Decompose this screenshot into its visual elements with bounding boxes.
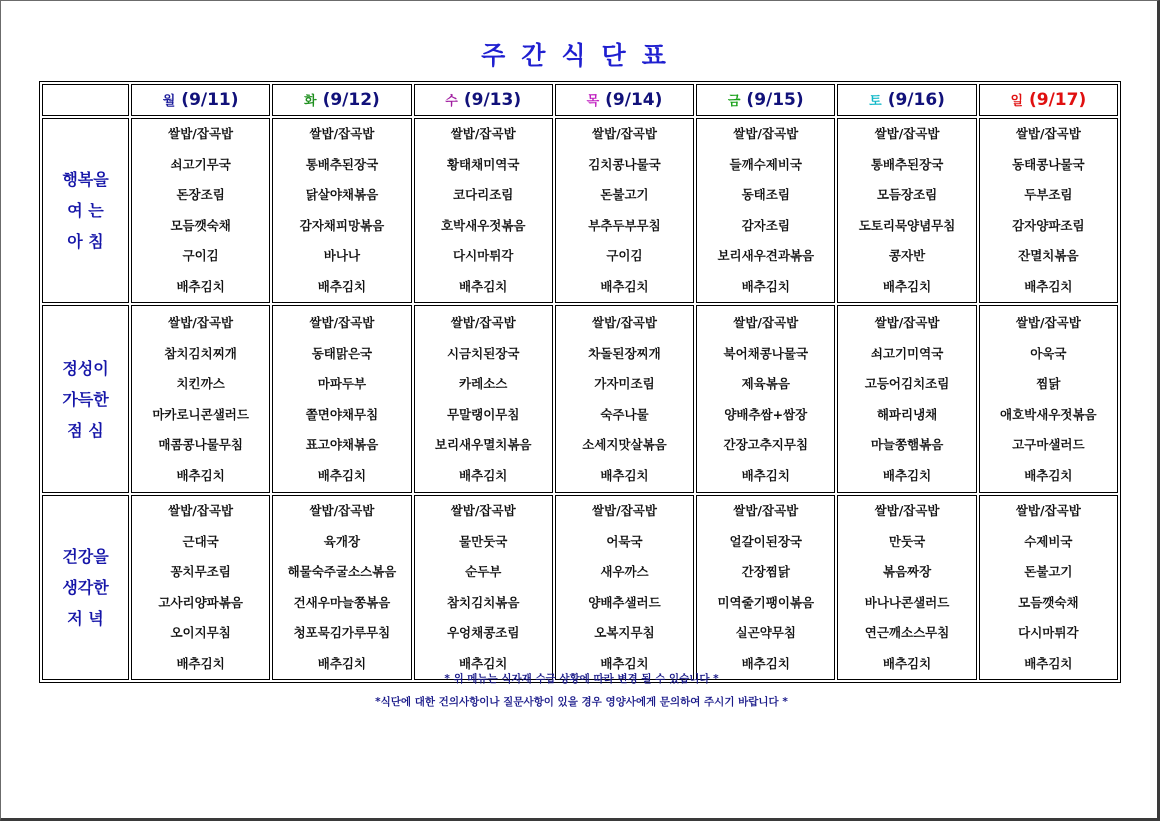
dish-item: 동태콩나물국	[1012, 156, 1085, 172]
dish-item: 쌀밥/잡곡밥	[1015, 126, 1081, 141]
dish-item: 순두부	[465, 564, 502, 579]
dish-item: 코다리조림	[453, 187, 514, 202]
menu-body	[42, 118, 1118, 680]
menu-cell	[837, 305, 976, 493]
dish-item: 참치김치볶음	[446, 594, 520, 610]
dish-item: 다시마튀각	[453, 248, 514, 263]
menu-cell	[696, 495, 835, 680]
dish-item: 바나나	[323, 248, 361, 263]
day-header-sun	[979, 84, 1118, 116]
dish-item: 무말랭이무침	[446, 406, 520, 422]
dish-item: 배추김치	[459, 655, 508, 671]
dish-item: 청포묵김가루무침	[293, 625, 391, 640]
menu-cell	[837, 495, 976, 680]
dish-item: 카레소스	[459, 376, 508, 391]
meal-label-line: 여 는	[67, 201, 104, 220]
dish-item: 쌀밥/잡곡밥	[592, 315, 657, 330]
day-header-mon	[131, 84, 270, 116]
meal-label-dinner	[42, 495, 129, 680]
dish-item: 건새우마늘쫑볶음	[293, 594, 391, 610]
note-inquiry: *식단에 대한 건의사항이나 질문사항이 있을 경우 영양사에게 문의하여 주시기 바랍니다 *	[375, 696, 788, 708]
dish-item: 배추김치	[600, 467, 649, 483]
dish-item: 참치김치찌개	[164, 345, 237, 361]
dish-item: 가자미조림	[594, 376, 655, 391]
dish-item: 모듬깻숙채	[1018, 594, 1079, 610]
dish-item: 쌀밥/잡곡밥	[733, 315, 799, 330]
day-date: (9/17)	[1029, 90, 1087, 110]
day-header-wed	[414, 84, 553, 116]
dish-item: 감자조림	[741, 217, 790, 233]
dish-item: 배추김치	[317, 655, 367, 671]
day-header-tue	[272, 84, 411, 116]
dish-item: 오이지무침	[170, 625, 231, 640]
dish-item: 배추김치	[317, 467, 367, 483]
menu-cell	[837, 118, 976, 303]
meal-label-lunch	[42, 305, 129, 493]
dish-item: 배추김치	[1024, 655, 1073, 671]
dish-item: 쌀밥/잡곡밥	[874, 126, 940, 141]
dish-item: 마늘쫑햄볶음	[870, 437, 944, 452]
menu-cell	[272, 305, 411, 493]
day-header-thu	[555, 84, 694, 116]
page-title: 주간식단표	[481, 41, 682, 70]
dish-item: 배추김치	[882, 467, 932, 483]
dish-item: 만둣국	[888, 533, 926, 549]
dish-item: 콩자반	[888, 248, 926, 263]
dish-item: 고구마샐러드	[1012, 437, 1085, 452]
dish-item: 배추김치	[741, 278, 790, 294]
day-date: (9/16)	[887, 90, 945, 110]
dish-item: 배추김치	[600, 655, 649, 671]
dish-item: 쇠고기미역국	[870, 345, 944, 361]
day-icon: 목	[586, 94, 600, 109]
dish-item: 쫄면야채무침	[305, 406, 379, 422]
dish-item: 오복지무침	[594, 625, 655, 640]
dish-item: 근대국	[182, 533, 219, 549]
dish-item: 물만둣국	[459, 533, 508, 549]
dish-item: 배추김치	[176, 655, 225, 671]
dish-item: 고사리양파볶음	[158, 594, 243, 610]
dish-item: 꽁치무조림	[170, 564, 231, 579]
dish-item: 얼갈이된장국	[729, 533, 802, 549]
dish-item: 표고야채볶음	[305, 437, 379, 452]
dish-item: 쌀밥/잡곡밥	[592, 503, 657, 518]
dish-item: 연근깨소스무침	[864, 625, 950, 640]
dish-item: 쌀밥/잡곡밥	[874, 503, 940, 518]
day-date: (9/13)	[463, 90, 522, 110]
dish-item: 고등어김치조림	[864, 376, 950, 391]
menu-cell	[696, 118, 835, 303]
note-change: * 위 메뉴는 식자재 수급 상황에 따라 변경 될 수 있습니다 *	[444, 673, 719, 685]
dish-item: 바나나콘샐러드	[864, 594, 950, 610]
dish-item: 육개장	[323, 533, 361, 549]
meal-row-dinner	[42, 495, 1118, 680]
meal-row-breakfast	[42, 118, 1118, 303]
menu-cell	[555, 495, 694, 680]
dish-item: 쇠고기무국	[170, 156, 231, 172]
dish-item: 간장고추지무침	[723, 437, 809, 452]
day-icon: 일	[1010, 94, 1023, 109]
header-row	[42, 84, 1118, 116]
dish-item: 배추김치	[1024, 278, 1073, 294]
dish-item: 제육볶음	[741, 376, 790, 391]
menu-cell	[414, 118, 553, 303]
dish-item: 배추김치	[317, 278, 367, 294]
dish-item: 감자채피망볶음	[299, 217, 385, 233]
menu-cell	[555, 305, 694, 493]
corner-cell	[42, 84, 129, 116]
dish-item: 통배추된장국	[870, 156, 944, 172]
dish-item: 배추김치	[741, 467, 790, 483]
dish-item: 쌀밥/잡곡밥	[309, 315, 375, 330]
dish-item: 우엉채콩조림	[446, 625, 520, 640]
day-date: (9/14)	[605, 90, 663, 110]
dish-item: 보리새우멸치볶음	[434, 437, 532, 452]
meal-label-breakfast	[42, 118, 129, 303]
dish-item: 실곤약무침	[735, 625, 796, 640]
dish-item: 동태맑은국	[311, 345, 373, 361]
dish-item: 황태채미역국	[446, 156, 520, 172]
dish-item: 배추김치	[459, 467, 508, 483]
menu-cell	[414, 495, 553, 680]
meal-label-line: 점 심	[67, 420, 104, 440]
dish-item: 쌀밥/잡곡밥	[592, 126, 657, 141]
dish-item: 배추김치	[1024, 467, 1073, 483]
dish-item: 애호박새우젓볶음	[1000, 406, 1097, 422]
day-icon: 토	[869, 94, 882, 109]
dish-item: 소세지맛살볶음	[582, 437, 667, 452]
day-header-fri	[696, 84, 835, 116]
dish-item: 배추김치	[882, 655, 932, 671]
dish-item: 양배추샐러드	[588, 594, 661, 610]
dish-item: 쌀밥/잡곡밥	[168, 126, 234, 141]
meal-label-line: 아 침	[67, 232, 104, 251]
dish-item: 쌀밥/잡곡밥	[309, 126, 375, 141]
dish-item: 동태조림	[741, 187, 790, 202]
meal-label-line: 저 녁	[67, 609, 104, 628]
dish-item: 해파리냉채	[876, 406, 938, 422]
day-date: (9/15)	[746, 90, 804, 110]
meal-label-line: 가득한	[62, 389, 109, 409]
dish-item: 돈불고기	[600, 187, 649, 202]
dish-item: 배추김치	[741, 655, 790, 671]
dish-item: 볶음짜장	[882, 564, 932, 579]
dish-item: 두부조림	[1024, 187, 1073, 202]
day-date: (9/12)	[322, 90, 380, 110]
dish-item: 쌀밥/잡곡밥	[309, 503, 375, 518]
day-icon: 수	[445, 94, 458, 109]
dish-item: 어묵국	[606, 533, 643, 549]
dish-item: 배추김치	[176, 278, 225, 294]
menu-cell	[696, 305, 835, 493]
dish-item: 마카로니콘샐러드	[152, 406, 249, 422]
menu-cell	[131, 118, 270, 303]
dish-item: 도토리묵양념무침	[858, 217, 956, 233]
dish-item: 쌀밥/잡곡밥	[450, 126, 516, 141]
meal-label-line: 정성이	[62, 358, 109, 378]
menu-cell	[979, 118, 1118, 303]
dish-item: 마파두부	[317, 376, 367, 391]
menu-cell	[414, 305, 553, 493]
dish-item: 배추김치	[600, 278, 649, 294]
dish-item: 구이김	[606, 248, 643, 263]
dish-item: 새우까스	[600, 564, 649, 579]
dish-item: 숙주나물	[600, 406, 649, 422]
dish-item: 구이김	[182, 248, 219, 263]
dish-item: 통배추된장국	[305, 156, 379, 172]
dish-item: 잔멸치볶음	[1018, 248, 1079, 263]
meal-label-line: 생각한	[62, 578, 109, 597]
dish-item: 시금치된장국	[446, 345, 520, 361]
dish-item: 쌀밥/잡곡밥	[733, 126, 799, 141]
dish-item: 쌀밥/잡곡밥	[1015, 503, 1081, 518]
dish-item: 간장찜닭	[741, 564, 790, 579]
day-icon: 월	[162, 94, 176, 109]
dish-item: 쌀밥/잡곡밥	[450, 315, 516, 330]
meal-label-line: 행복을	[62, 170, 109, 189]
dish-item: 모듬깻숙채	[170, 217, 231, 233]
dish-item: 쌀밥/잡곡밥	[1015, 315, 1081, 330]
day-icon: 화	[304, 94, 317, 109]
dish-item: 감자양파조림	[1012, 217, 1085, 233]
dish-item: 쌀밥/잡곡밥	[733, 503, 799, 518]
menu-cell	[131, 305, 270, 493]
dish-item: 쌀밥/잡곡밥	[168, 315, 234, 330]
dish-item: 호박새우젓볶음	[440, 217, 526, 233]
dish-item: 다시마튀각	[1018, 625, 1079, 640]
meal-label-line: 건강을	[62, 547, 109, 566]
menu-cell	[555, 118, 694, 303]
dish-item: 쌀밥/잡곡밥	[874, 315, 940, 330]
dish-item: 매콤콩나물무침	[158, 437, 243, 452]
meal-row-lunch	[42, 305, 1118, 493]
dish-item: 배추김치	[459, 278, 508, 294]
dish-item: 김치콩나물국	[588, 156, 661, 172]
dish-item: 쌀밥/잡곡밥	[450, 503, 516, 518]
dish-item: 배추김치	[882, 278, 932, 294]
dish-item: 돈불고기	[1024, 564, 1073, 579]
dish-item: 북어채콩나물국	[723, 345, 809, 361]
menu-cell	[272, 118, 411, 303]
menu-cell	[272, 495, 411, 680]
dish-item: 미역줄기팽이볶음	[717, 594, 815, 610]
dish-item: 아욱국	[1030, 345, 1067, 361]
dish-item: 해물숙주굴소스볶음	[287, 564, 397, 579]
menu-cell	[131, 495, 270, 680]
dish-item: 치킨까스	[176, 376, 225, 391]
dish-item: 돈장조림	[176, 187, 225, 202]
menu-cell	[979, 495, 1118, 680]
dish-item: 쌀밥/잡곡밥	[168, 503, 234, 518]
dish-item: 양배추쌈+쌈장	[724, 406, 808, 422]
dish-item: 수제비국	[1024, 533, 1073, 549]
dish-item: 배추김치	[176, 467, 225, 483]
day-icon: 금	[727, 94, 741, 109]
dish-item: 닭살야채볶음	[305, 187, 379, 202]
dish-item: 차돌된장찌개	[588, 345, 661, 361]
menu-cell	[979, 305, 1118, 493]
dish-item: 모듬장조림	[876, 187, 938, 202]
dish-item: 보리새우견과볶음	[717, 248, 815, 263]
day-header-sat	[837, 84, 976, 116]
dish-item: 부추두부무침	[588, 217, 661, 233]
dish-item: 들깨수제비국	[729, 156, 802, 172]
day-date: (9/11)	[181, 90, 239, 110]
dish-item: 찜닭	[1036, 376, 1061, 391]
weekly-menu-table	[39, 81, 1121, 683]
